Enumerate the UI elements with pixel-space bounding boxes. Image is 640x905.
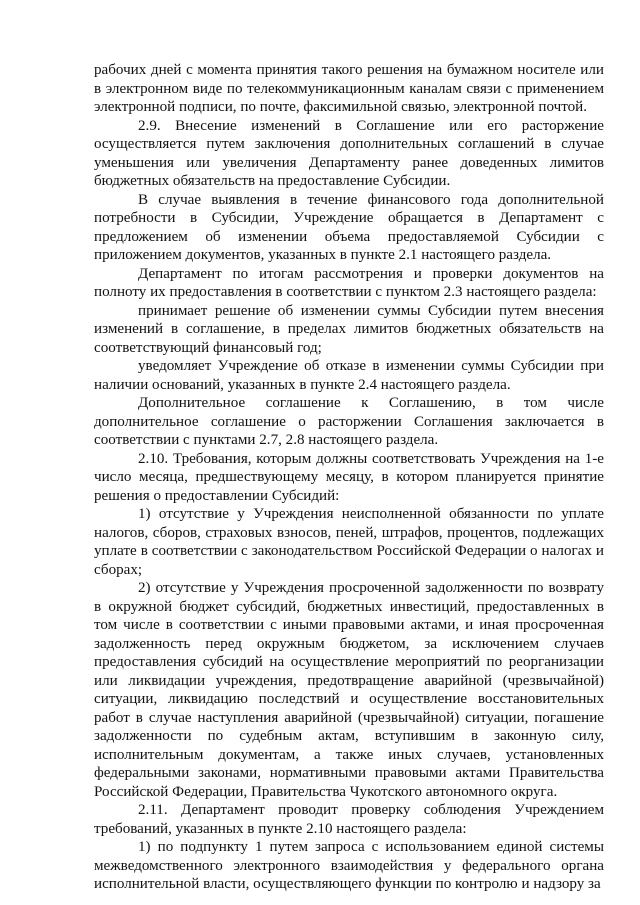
paragraph-supplementary-agreement: Дополнительное соглашение к Соглашению, в том числе дополнительное соглашение о расторжении Соглашения заключается в соответствии с пунктами 2.7, 2.8 настоящего раздела. (94, 395, 604, 448)
paragraph-submission-terms: рабочих дней с момента принятия такого решения на бумажном носителе или в электронном виде по телекоммуникационным каналам связи с применением электронной подписи, по почте, факсимильной связью, электронной почтой. (94, 62, 604, 115)
paragraph-department-review: Департамент по итогам рассмотрения и проверки документов на полноту их предоставления в соответствии с пунктом 2.3 настоящего раздела: (94, 265, 604, 300)
paragraph-requirement-1: 1) отсутствие у Учреждения неисполненной обязанности по уплате налогов, сборов, страховых взносов, пеней, штрафов, процентов, подлежащих уплате в соответствии с законодательством Российской Федерации о налогах и сборах; (94, 506, 604, 578)
paragraph-decision-change: принимает решение об изменении суммы Субсидии путем внесения изменений в соглашение, в пределах лимитов бюджетных обязательств на соответствующий финансовый год; (94, 302, 604, 356)
paragraph-check-1: 1) по подпункту 1 путем запроса с использованием единой системы межведомственного электронного взаимодействия у федерального органа исполнительной власти, осуществляющего функции по контролю и надзору за (94, 839, 604, 892)
paragraph-requirement-2: 2) отсутствие у Учреждения просроченной задолженности по возврату в окружной бюджет субсидий, бюджетных инвестиций, предоставленных в том числе в соответствии с иными правовыми актами, и иная просроченная задолженность перед окружным бюджетом, за исключением случаев предоставления субсидий на осуществление мероприятий по реорганизации или ликвидации учреждения, предотвращение аварийной (чрезвычайной) ситуации, ликвидацию последствий и осуществление восстановительных работ в случае наступления аварийной (чрезвычайной) ситуации, погашение задолженности по судебным актам, вступившим в законную силу, исполнительным документам, а также иных случаев, установленных федеральными законами, нормативными правовыми актами Правительства Российской Федерации, Правительства Чукотского автономного округа. (94, 580, 604, 800)
paragraph-2-10: 2.10. Требования, которым должны соответствовать Учреждения на 1-е число месяца, предшествующему месяцу, в котором планируется принятие решения о предоставлении Субсидий: (94, 450, 604, 504)
paragraph-refusal-notice: уведомляет Учреждение об отказе в изменении суммы Субсидии при наличии оснований, указанных в пункте 2.4 настоящего раздела. (94, 358, 604, 393)
paragraph-2-11: 2.11. Департамент проводит проверку соблюдения Учреждением требований, указанных в пункте 2.10 настоящего раздела: (94, 802, 604, 837)
paragraph-additional-need: В случае выявления в течение финансового года дополнительной потребности в Субсидии, Учреждение обращается в Департамент с предложением об изменении объема предоставляемой Субсидии с приложением документов, указанных в пункте 2.1 настоящего раздела. (94, 191, 604, 263)
document-page (94, 61, 604, 894)
paragraph-2-9: 2.9. Внесение изменений в Соглашение или его расторжение осуществляется путем заключения дополнительных соглашений в случае уменьшения или увеличения Департаменту ранее доведенных лимитов бюджетных обязательств на предоставление Субсидии. (94, 117, 604, 189)
